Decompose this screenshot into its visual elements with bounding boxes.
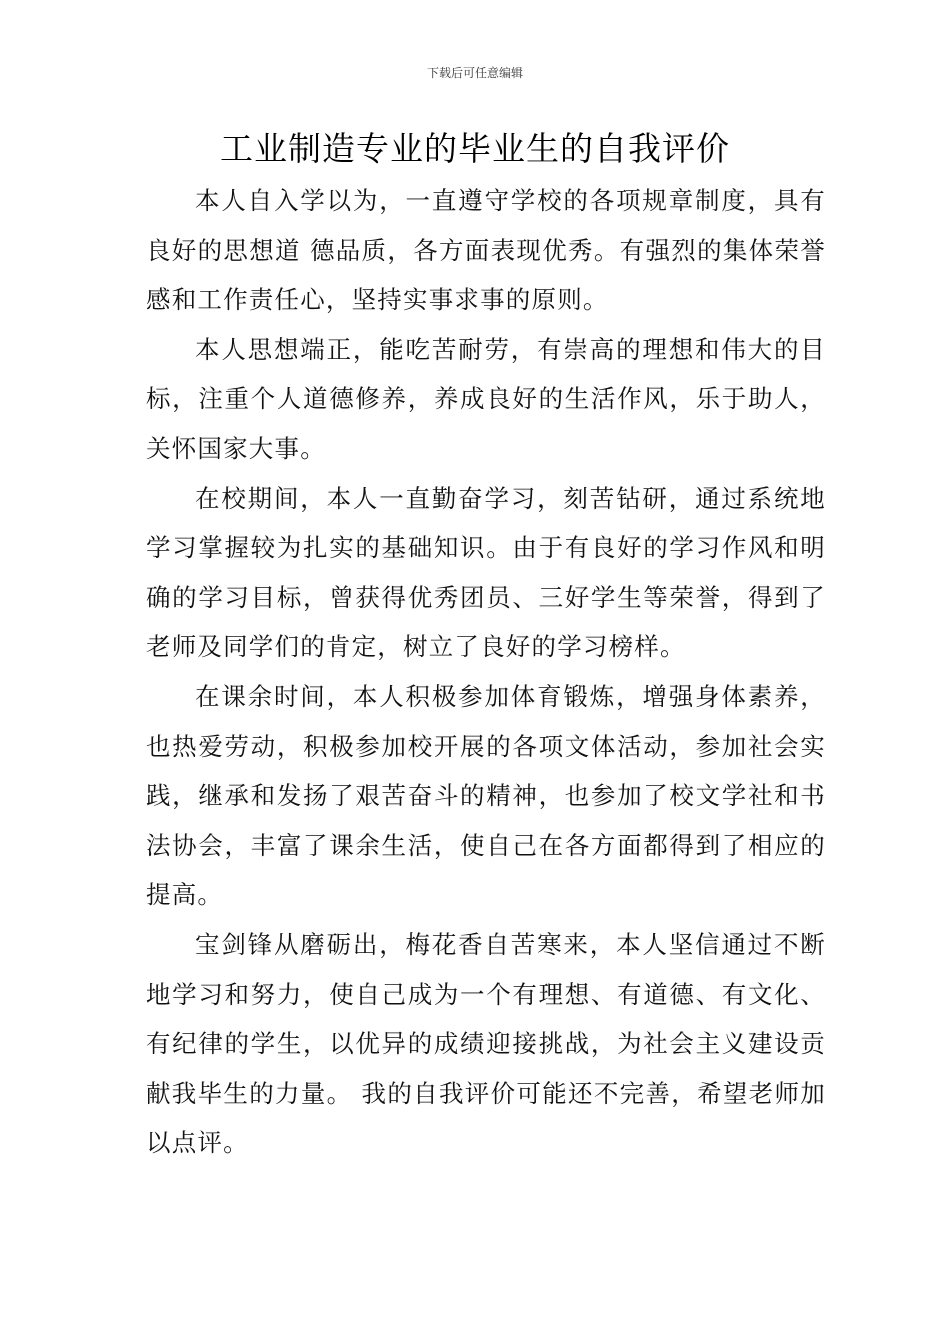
document-body [146, 176, 826, 1168]
header-note: 下载后可任意编辑 [426, 66, 523, 80]
paragraph-1: 本人自入学以为，一直遵守学校的各项规章制度，具有良好的思想道 德品质，各方面表现优秀。有强烈的集体荣誉感和工作责任心，坚持实事求事的原则。 [146, 186, 826, 315]
paragraph-2: 本人思想端正，能吃苦耐劳，有崇高的理想和伟大的目标，注重个人道德修养，养成良好的生活作风，乐于助人，关怀国家大事。 [146, 334, 826, 463]
paragraph-3: 在校期间，本人一直勤奋学习，刻苦钻研，通过系统地学习掌握较为扎实的基础知识。由于有良好的学习作风和明确的学习目标，曾获得优秀团员、三好学生等荣誉，得到了老师及同学们的肯定，树立了良好的学习榜样。 [146, 483, 826, 662]
paragraph-4: 在课余时间，本人积极参加体育锻炼，增强身体素养，也热爱劳动，积极参加校开展的各项文体活动，参加社会实践，继承和发扬了艰苦奋斗的精神，也参加了校文学社和书法协会，丰富了课余生活，使自己在各方面都得到了相应的提高。 [146, 681, 826, 910]
document-title: 工业制造专业的毕业生的自我评价 [220, 129, 730, 168]
paragraph-5: 宝剑锋从磨砺出，梅花香自苦寒来，本人坚信通过不断地学习和努力，使自己成为一个有理想、有道德、有文化、有纪律的学生，以优异的成绩迎接挑战，为社会主义建设贡献我毕生的力量。 我的自我评价可能还不完善，希望老师加以点评。 [146, 929, 826, 1158]
